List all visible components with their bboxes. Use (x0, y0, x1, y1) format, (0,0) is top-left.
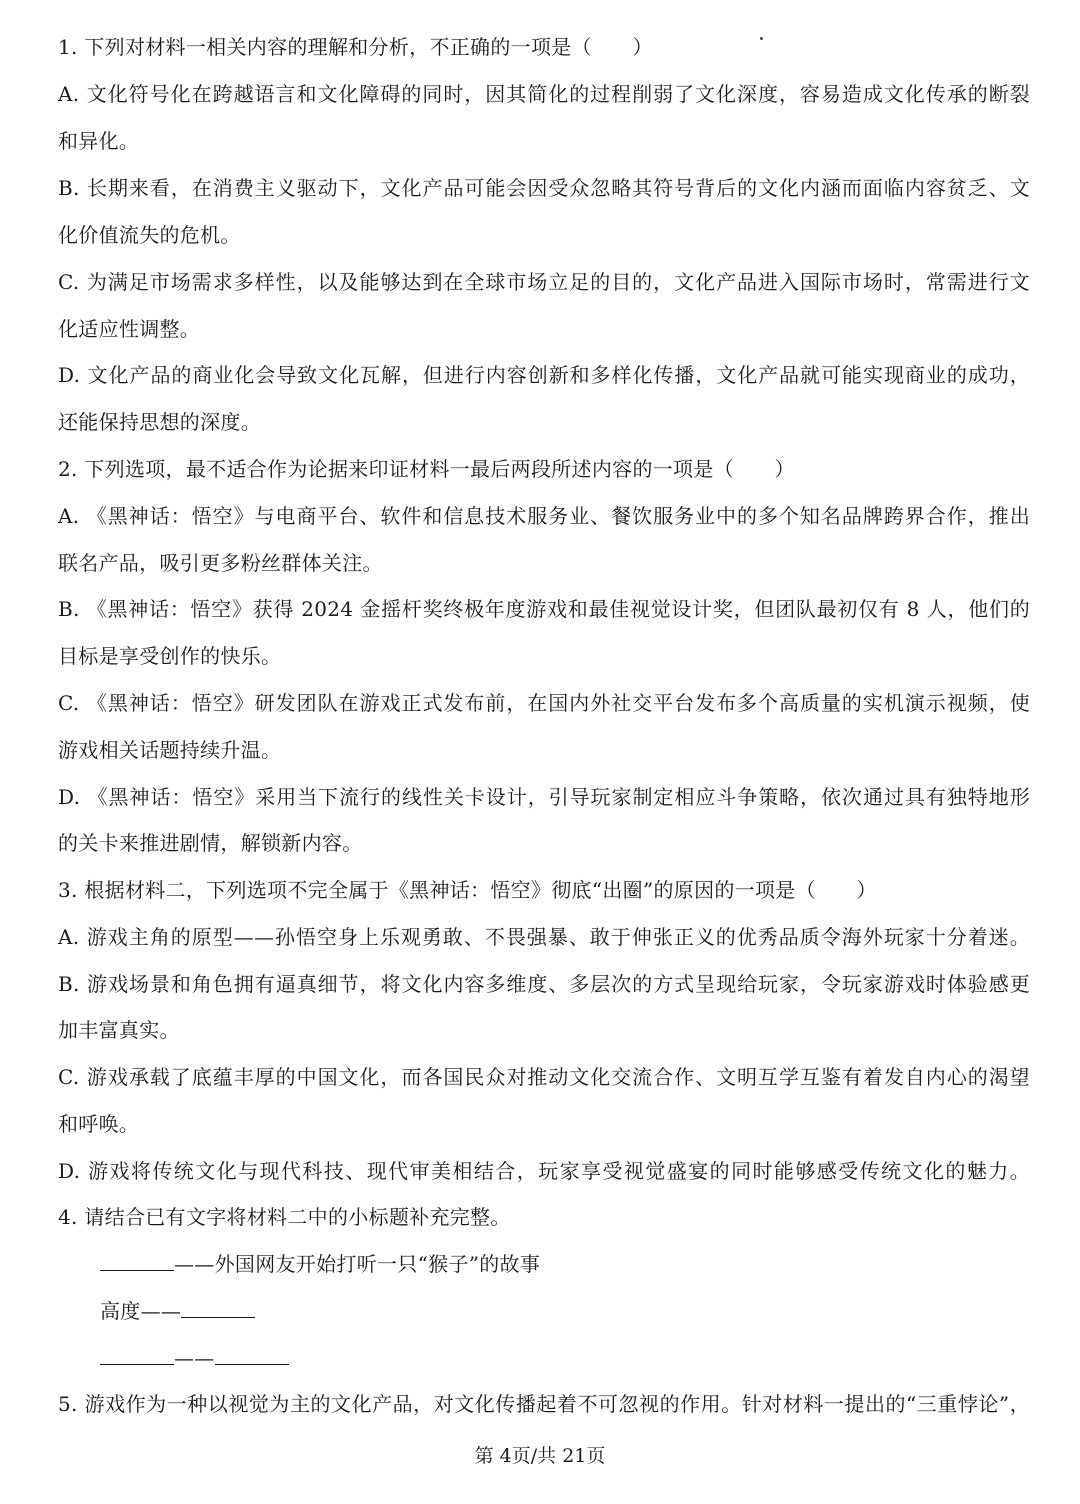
q1-option-b-line2: 化价值流失的危机。 (58, 223, 241, 247)
q1-option-a-line2: 和异化。 (58, 129, 140, 153)
q3-option-b-line1: B. 游戏场景和角色拥有逼真细节，将文化内容多维度、多层次的方式呈现给玩家，令玩家游戏时体验感更 (58, 972, 1030, 996)
q4-line3-text: —— (174, 1346, 215, 1370)
q1-option-c-line1: C. 为满足市场需求多样性，以及能够达到在全球市场立足的目的，文化产品进入国际市场时，常需进行文 (58, 270, 1030, 294)
q1-option-c-line2: 化适应性调整。 (58, 317, 201, 341)
q1-stem: 1. 下列对材料一相关内容的理解和分析，不正确的一项是（ ） (58, 35, 653, 59)
q3-option-b-line2: 加丰富真实。 (58, 1018, 180, 1042)
q1-option-a-line1: A. 文化符号化在跨越语言和文化障碍的同时，因其简化的过程削弱了文化深度，容易造成文化传承的断裂 (58, 82, 1030, 106)
answer-blank[interactable] (181, 1299, 255, 1318)
q4-fill-line-1 (100, 1250, 540, 1278)
q2-option-c-line1: C. 《黑神话：悟空》研发团队在游戏正式发布前，在国内外社交平台发布多个高质量的实机演示视频，使 (58, 691, 1030, 715)
q3-option-c-line1: C. 游戏承载了底蕴丰厚的中国文化，而各国民众对推动文化交流合作、文明互学互鉴有着发自内心的渴望 (58, 1065, 1030, 1089)
q4-fill-line-2 (100, 1297, 255, 1325)
q5-stem: 5. 游戏作为一种以视觉为主的文化产品，对文化传播起着不可忽视的作用。针对材料一提出的“三重悖论”， (58, 1392, 1030, 1416)
q4-line2-text: 高度—— (100, 1299, 182, 1323)
q2-stem: 2. 下列选项，最不适合作为论据来印证材料一最后两段所述内容的一项是（ ） (58, 457, 795, 481)
page-number-footer: 第 4页/共 21页 (474, 1445, 606, 1467)
scan-speck (760, 37, 763, 40)
q3-option-d-line1: D. 游戏将传统文化与现代科技、现代审美相结合，玩家享受视觉盛宴的同时能够感受传统文化的魅力。 (58, 1159, 1030, 1183)
q2-option-d-line1: D. 《黑神话：悟空》采用当下流行的线性关卡设计，引导玩家制定相应斗争策略，依次通过具有独特地形 (58, 785, 1030, 809)
q4-line1-text: ——外国网友开始打听一只“猴子”的故事 (174, 1252, 541, 1276)
q3-option-c-line2: 和呼唤。 (58, 1112, 140, 1136)
q3-stem: 3. 根据材料二，下列选项不完全属于《黑神话：悟空》彻底“出圈”的原因的一项是（ ） (58, 878, 877, 902)
q4-stem: 4. 请结合已有文字将材料二中的小标题补充完整。 (58, 1205, 511, 1229)
q2-option-d-line2: 的关卡来推进剧情，解锁新内容。 (58, 831, 363, 855)
q2-option-c-line2: 游戏相关话题持续升温。 (58, 738, 282, 762)
q3-option-a-line1: A. 游戏主角的原型——孙悟空身上乐观勇敢、不畏强暴、敢于伸张正义的优秀品质令海外玩家十分着迷。 (58, 925, 1030, 949)
q2-option-a-line1: A. 《黑神话：悟空》与电商平台、软件和信息技术服务业、餐饮服务业中的多个知名品牌跨界合作，推出 (58, 504, 1030, 528)
answer-blank[interactable] (100, 1346, 174, 1365)
answer-blank[interactable] (100, 1252, 174, 1271)
q4-fill-line-3 (100, 1344, 289, 1372)
q1-option-d-line1: D. 文化产品的商业化会导致文化瓦解，但进行内容创新和多样化传播，文化产品就可能实现商业的成功， (58, 363, 1030, 387)
q1-option-d-line2: 还能保持思想的深度。 (58, 410, 261, 434)
answer-blank[interactable] (215, 1346, 289, 1365)
q1-option-b-line1: B. 长期来看，在消费主义驱动下，文化产品可能会因受众忽略其符号背后的文化内涵而面临内容贫乏、文 (58, 176, 1030, 200)
q2-option-b-line2: 目标是享受创作的快乐。 (58, 644, 282, 668)
q2-option-a-line2: 联名产品，吸引更多粉丝群体关注。 (58, 551, 383, 575)
q2-option-b-line1: B. 《黑神话：悟空》获得 2024 金摇杆奖终极年度游戏和最佳视觉设计奖，但团队最初仅有 8 人，他们的 (58, 597, 1030, 621)
